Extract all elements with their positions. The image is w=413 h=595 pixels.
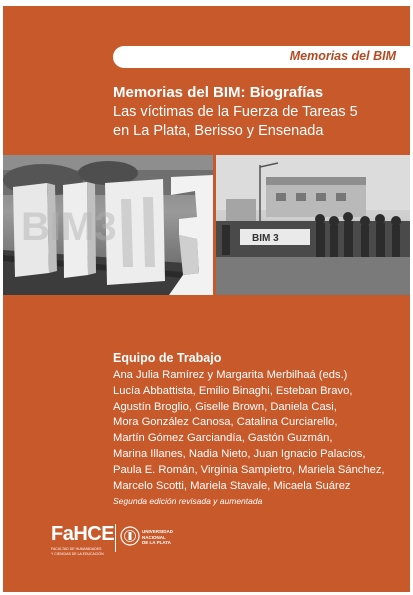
fahce-logo-subtext: Y CIENCIAS DE LA EDUCACIÓN bbox=[51, 552, 104, 556]
fahce-logo-name: FaHCE bbox=[51, 523, 115, 545]
march-illustration bbox=[216, 155, 410, 295]
team-line: Mora González Canosa, Catalina Curciarello, bbox=[113, 416, 338, 429]
team-credits bbox=[113, 351, 408, 494]
monument-letters: BIM3 bbox=[21, 205, 117, 249]
series-label: Memorias del BIM bbox=[289, 49, 396, 63]
unlp-logo bbox=[120, 524, 190, 554]
subtitle-line: en La Plata, Berisso y Ensenada bbox=[113, 123, 324, 139]
team-line: Marcelo Scotti, Mariela Stavale, Micaela Suárez bbox=[113, 479, 351, 492]
series-label-tab bbox=[113, 46, 410, 68]
unlp-line: DE LA PLATA bbox=[142, 540, 171, 545]
subtitle-line: Las víctimas de la Fuerza de Tareas 5 bbox=[113, 104, 358, 120]
team-title: Equipo de Trabajo bbox=[113, 351, 222, 365]
book-title: Memorias del BIM: Biografías bbox=[113, 84, 324, 101]
team-line: Lucía Abbattista, Emilio Binaghi, Esteban Bravo, bbox=[113, 384, 353, 397]
team-line: Martín Gómez Garciandía, Gastón Guzmán, bbox=[113, 432, 333, 445]
book-cover bbox=[3, 6, 410, 592]
edition-note: Segunda edición revisada y aumentada bbox=[113, 496, 263, 506]
team-line: Ana Julia Ramírez y Margarita Merbilhaá (eds.) bbox=[113, 369, 348, 381]
march-photo bbox=[216, 155, 410, 295]
unlp-logo-text bbox=[142, 529, 173, 546]
monument-illustration bbox=[3, 155, 213, 295]
photo-strip bbox=[3, 155, 410, 295]
fahce-logo bbox=[51, 523, 115, 556]
team-line: Paula E. Román, Virginia Sampietro, Mariela Sánchez, bbox=[113, 463, 385, 476]
logo-divider bbox=[115, 524, 116, 552]
monument-photo bbox=[3, 155, 213, 295]
book-subtitle bbox=[113, 103, 358, 141]
march-banner-text: BIM 3 bbox=[252, 233, 279, 244]
unlp-seal-icon bbox=[120, 524, 140, 550]
unlp-line: NACIONAL bbox=[142, 534, 166, 540]
fahce-logo-subtext: FACULTAD DE HUMANIDADES bbox=[51, 547, 102, 551]
team-line: Marina Illanes, Nadia Nieto, Juan Ignacio Palacios, bbox=[113, 447, 366, 460]
unlp-line: UNIVERSIDAD bbox=[142, 529, 174, 534]
team-line: Agustín Broglio, Giselle Brown, Daniela Casi, bbox=[113, 400, 337, 413]
